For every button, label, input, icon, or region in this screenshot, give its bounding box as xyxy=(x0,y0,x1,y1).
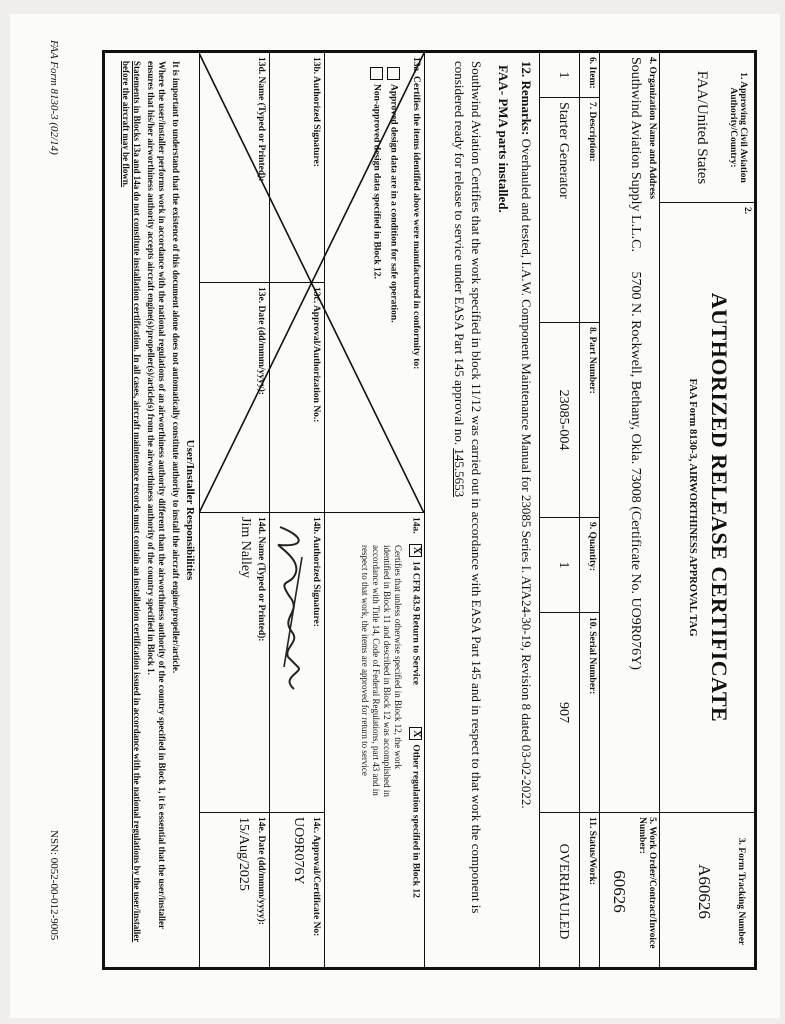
remarks-line-1: Overhauled and tested, I.A.W. Component Maintenance Manual for 23085 Series I. ATA24-30-19, Revision 8 dated 03-02-2022. xyxy=(519,138,534,809)
nsn-number: NSN: 0052-00-012-9005 xyxy=(48,830,60,941)
item-row xyxy=(539,53,579,967)
block-14a-option-1: 14 CFR 43.9 Return to Service xyxy=(410,561,421,686)
block-1-value: FAA/United States xyxy=(694,70,710,185)
item-header: 6. Item: xyxy=(580,53,599,98)
block-14a-option-2: Other regulation specified in Block 12 xyxy=(410,744,421,898)
block-14d xyxy=(200,513,269,813)
certificate-form xyxy=(102,50,757,970)
responsibilities-paragraph-1: It is important to understand that the existence of this document alone does not automatically constitute authority to install the aircraft engine/propeller/article. xyxy=(171,61,181,674)
block-5-label: 5. Work Order/Contract/Invoice Number: xyxy=(637,817,657,949)
remarks-line-3: Southwind Aviation Certifies that the work specified in block 11/12 was carried out in accordance with EASA Part 145 and in respect to that work the component is xyxy=(469,61,484,914)
item-quantity: 1 xyxy=(540,518,579,613)
certificate-title: AUTHORIZED RELEASE CERTIFICATE xyxy=(707,292,732,723)
block-13e-label: 13e. Date (dd/mmm/yyyy): xyxy=(256,287,266,395)
block-14b xyxy=(270,513,324,813)
block-4-label: 4. Organization Name and Address xyxy=(647,57,657,200)
item-part-number: 23085-004 xyxy=(540,323,579,518)
item-status: OVERHAULED xyxy=(556,843,571,940)
item-number: 1 xyxy=(540,53,579,98)
responsibilities-paragraph-3: Statements in Blocks 13a and 14a do not constitute installation certification. In all cases, aircraft maintenance records must contain an installation certification issued in accordance with the national regulations by the user/installer before the aircraft may be flown. xyxy=(121,61,142,943)
status-header: 11. Status/Work: xyxy=(587,817,597,886)
block-13b-label: 13b. Authorized Signature: xyxy=(311,57,321,167)
remarks-block xyxy=(447,53,539,967)
block-14d-label: 14d. Name (Typed or Printed): xyxy=(256,517,266,642)
block-2-label: 2. xyxy=(742,207,752,215)
tracking-number: A60626 xyxy=(695,864,714,919)
authorized-signature-image xyxy=(270,517,310,697)
block-14b-label: 14b. Authorized Signature: xyxy=(311,517,321,627)
quantity-header: 9. Quantity: xyxy=(580,518,599,613)
item-serial: 907 xyxy=(540,613,579,813)
description-header: 7. Description: xyxy=(580,98,599,323)
certificate-subtitle: FAA Form 8130-3, AIRWORTHINESS APPROVAL TAG xyxy=(687,378,698,637)
sign-date: 15/Aug/2025 xyxy=(236,817,251,891)
block-13c-label: 13c. Approval/Authorization No.: xyxy=(311,287,321,423)
work-order-number: 60626 xyxy=(610,870,629,913)
responsibilities-row xyxy=(102,53,199,967)
remarks-row xyxy=(424,53,539,967)
block-4 xyxy=(600,53,659,813)
block-14c xyxy=(270,813,324,970)
block-2 xyxy=(660,203,754,813)
approval-certificate-number: UO9R076Y xyxy=(291,817,306,885)
block-14a xyxy=(325,513,424,970)
organization-row xyxy=(599,53,659,967)
responsibilities-title: User/Installer Responsibilities xyxy=(184,439,196,581)
block-13a-label: 13a. Certifies the items identified above were manufactured in conformity to: xyxy=(411,57,421,370)
remarks-line-2: FAA- PMA parts installed. xyxy=(496,65,511,213)
block-13a-option-2: Non-approved design data specified in Block 12. xyxy=(371,84,382,279)
header-row xyxy=(659,53,754,967)
responsibilities-paragraph-2: Where the user/installer performs work in accordance with the national regulations of an airworthiness authority different than the airworthiness authority of the country specified in Block 1, it is essential that the user/installer ensures that his/her airworthiness authority accepts aircraft engine(s)/propeller(s)/article(s) from the airworthiness authority of the country specified in Block 1. xyxy=(146,61,167,929)
block-1 xyxy=(660,53,754,203)
serial-header: 10. Serial Number: xyxy=(580,613,599,813)
remarks-label: 12. Remarks: xyxy=(519,61,534,136)
block-5 xyxy=(600,813,659,970)
block-13a-option-1: Approved design data are in a condition for safe operation. xyxy=(388,84,399,323)
organization-address: 5700 N. Rockwell, Bethany, Okla. 73008 (Certificate No. UO9R076Y) xyxy=(628,271,643,670)
block-14e-label: 14e. Date (dd/mmm/yyyy): xyxy=(256,817,266,925)
block-3 xyxy=(660,813,754,970)
form-number: FAA Form 8130-3 (02/14) xyxy=(48,40,60,155)
remarks-line-4: considered ready for release to service under EASA Part 145 approval no. xyxy=(452,61,467,449)
other-regulation-checkbox[interactable]: X xyxy=(409,727,422,740)
organization-name: Southwind Aviation Supply L.L.C. xyxy=(628,57,643,252)
block-13-strikeout xyxy=(199,53,424,513)
block-3-label: 3. Form Tracking Number xyxy=(736,837,746,946)
block-14c-label: 14c. Approval/Certificate No: xyxy=(311,817,321,937)
return-to-service-checkbox[interactable]: X xyxy=(409,544,422,557)
block-13d-label: 13d. Name (Typed or Printed): xyxy=(256,57,266,182)
easa-approval-number: 145.5653 xyxy=(452,448,467,498)
block-14a-text: Certifies that unless otherwise specified in Block 12, the work identified in Block 11 and described in Block 12 was accomplished in accordance with Title 14, Code of Federal Regulations, part 43 and in respect to that work, the items are approved for return to service xyxy=(360,545,403,797)
block-1-label: 1. Approving Civil Aviation Authority/Country: xyxy=(728,72,748,183)
item-description: Starter Generator xyxy=(540,98,579,323)
block-14e xyxy=(200,813,269,970)
signer-name: Jim Nalley xyxy=(238,517,253,579)
block-14a-label: 14a. xyxy=(410,517,421,534)
part-number-header: 8. Part Number: xyxy=(580,323,599,518)
item-header-row xyxy=(579,53,599,967)
